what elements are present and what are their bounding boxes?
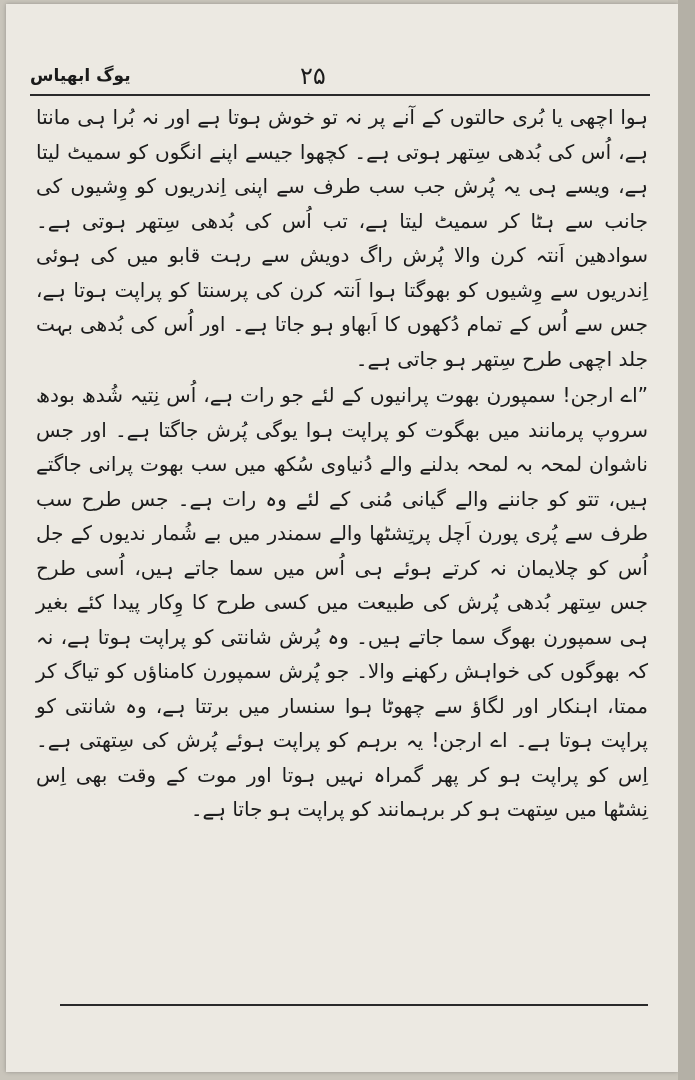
page-number: ۲۵ <box>300 62 326 90</box>
page-header <box>30 62 650 96</box>
footer-rule <box>60 1004 648 1006</box>
body-text <box>36 100 648 827</box>
paragraph: ہوا اچھی یا بُری حالتوں کے آنے پر نہ تو خوش ہوتا ہے اور نہ بُرا ہی مانتا ہے، اُس کی بُدھی سِتھر ہوتی ہے۔ کچھوا جیسے اپنے انگوں کو سمیٹ لیتا ہے، ویسے ہی یہ پُرش جب سب طرف سے اپنی اِندریوں کو وِشیوں کی جانب سے ہٹا کر سمیٹ لیتا ہے، تب اُس کی بُدھی سِتھر ہوتی ہے۔ سوادھین اَنتہ کرن والا پُرش راگ دویش سے رہت قابو میں کی ہوئی اِندریوں سے وِشیوں کو بھوگتا ہوا اَنتہ کرن کی پرسنتا کو پراپت ہوتا ہے، جس سے اُس کے تمام دُکھوں کا اَبھاو ہو جاتا ہے۔ اور اُس کی بُدھی بہت جلد اچھی طرح سِتھر ہو جاتی ہے۔ <box>36 105 648 371</box>
paragraph: ”اے ارجن! سمپورن بھوت پرانیوں کے لئے جو رات ہے، اُس نِتیہ شُدھ بودھ سروپ پرمانند میں بھگوت کو پراپت ہوا یوگی پُرش جاگتا ہے۔ اور جس ناشوان لمحہ بہ لمحہ بدلنے والے دُنیاوی سُکھ میں سب بھوت پرانی جاگتے ہیں، تتو کو جاننے والے گیانی مُنی کے لئے وہ رات ہے۔ جس طرح سب طرف سے پُری پورن اَچل پرتِشٹھا والے سمندر میں بے شُمار ندیوں کے جل اُس کو چلایمان نہ کرتے ہوئے ہی اُس میں سما جاتے ہیں، اُسی طرح جس سِتھر بُدھی پُرش کی طبیعت میں کسی طرح کا وِکار پیدا کئے بغیر ہی سمپورن بھوگ سما جاتے ہیں۔ وہ پُرش شانتی کو پراپت ہوتا ہے، نہ کہ بھوگوں کی خواہش رکھنے والا۔ جو پُرش سمپورن کامناؤں کو تیاگ کر ممتا، اہنکار اور لگاؤ سے چھوٹا ہوا سنسار میں برتتا ہے، وہ شانتی کو پراپت ہوتا ہے۔ اے ارجن! یہ برہم کو پراپت ہوئے پُرش کی سِتھتی ہے۔ اِس کو پراپت ہو کر پھر گمراہ نہیں ہوتا اور موت کے وقت بھی اِس نِشٹھا میں سِتھت ہو کر برہمانند کو پراپت ہو جاتا ہے۔ <box>36 383 648 821</box>
header-rule <box>30 94 650 96</box>
scan-edge <box>678 0 695 1080</box>
running-title: یوگ ابھیاس <box>30 66 131 86</box>
